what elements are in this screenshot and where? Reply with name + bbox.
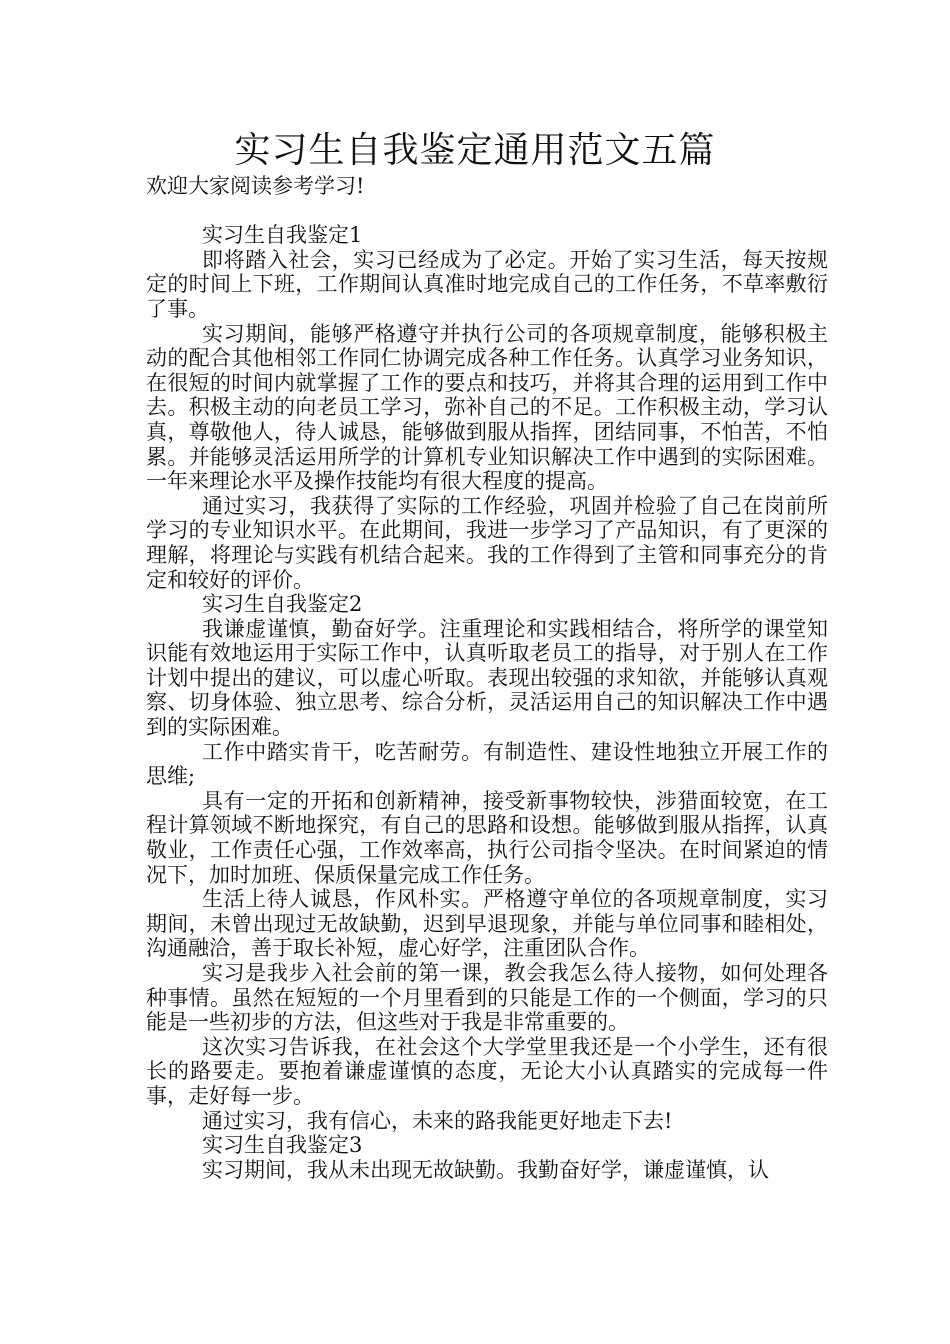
paragraph: 我谦虚谨慎，勤奋好学。注重理论和实践相结合，将所学的课堂知识能有效地运用于实际工作中，认真听取老员工的指导，对于别人在工作计划中提出的建议，可以虚心听取。表现出较强的求知欲，并能够认真观察、切身体验、独立思考、综合分析，灵活运用自己的知识解决工作中遇到的实际困难。 — [146, 616, 828, 740]
paragraph: 即将踏入社会，实习已经成为了必定。开始了实习生活，每天按规定的时间上下班，工作期间认真准时地完成自己的工作任务，不草率敷衍了事。 — [146, 247, 828, 321]
document-title: 实习生自我鉴定通用范文五篇 — [234, 130, 716, 171]
paragraph: 通过实习，我获得了实际的工作经验，巩固并检验了自己在岗前所学习的专业知识水平。在此期间，我进一步学习了产品知识，有了更深的理解，将理论与实践有机结合起来。我的工作得到了主管和同事充分的肯定和较好的评价。 — [146, 493, 828, 592]
paragraph: 具有一定的开拓和创新精神，接受新事物较快，涉猎面较宽，在工程计算领域不断地探究，有自己的思路和设想。能够做到服从指挥，认真敬业，工作责任心强，工作效率高，执行公司指令坚决。在时间紧迫的情况下，加时加班、保质保量完成工作任务。 — [146, 788, 828, 887]
intro-line: 欢迎大家阅读参考学习! — [146, 174, 365, 198]
paragraph: 生活上待人诚恳，作风朴实。严格遵守单位的各项规章制度，实习期间，未曾出现过无故缺勤，迟到早退现象，并能与单位同事和睦相处，沟通融洽，善于取长补短，虚心好学，注重团队合作。 — [146, 887, 828, 961]
paragraph: 实习是我步入社会前的第一课，教会我怎么待人接物，如何处理各种事情。虽然在短短的一个月里看到的只能是工作的一个侧面，学习的只能是一些初步的方法，但这些对于我是非常重要的。 — [146, 961, 828, 1035]
section-heading-3: 实习生自我鉴定3 — [202, 1133, 363, 1158]
paragraph: 工作中踏实肯干，吃苦耐劳。有制造性、建设性地独立开展工作的思维; — [146, 739, 828, 789]
paragraph: 实习期间，我从未出现无故缺勤。我勤奋好学，谦虚谨慎，认 — [202, 1157, 769, 1182]
paragraph: 这次实习告诉我，在社会这个大学堂里我还是一个小学生，还有很长的路要走。要抱着谦虚谨慎的态度，无论大小认真踏实的完成每一件事，走好每一步。 — [146, 1034, 828, 1108]
paragraph: 实习期间，能够严格遵守并执行公司的各项规章制度，能够积极主动的配合其他相邻工作同仁协调完成各种工作任务。认真学习业务知识，在很短的时间内就掌握了工作的要点和技巧，并将其合理的运用到工作中去。积极主动的向老员工学习，弥补自己的不足。工作积极主动，学习认真，尊敬他人，待人诚恳，能够做到服从指挥，团结同事，不怕苦，不怕累。并能够灵活运用所学的计算机专业知识解决工作中遇到的实际困难。一年来理论水平及操作技能均有很大程度的提高。 — [146, 321, 828, 494]
section-heading-2: 实习生自我鉴定2 — [202, 592, 363, 617]
paragraph: 通过实习，我有信心，未来的路我能更好地走下去! — [202, 1108, 673, 1133]
blank-line — [146, 199, 828, 224]
section-heading-1: 实习生自我鉴定1 — [202, 223, 363, 248]
document-body — [146, 174, 828, 1182]
